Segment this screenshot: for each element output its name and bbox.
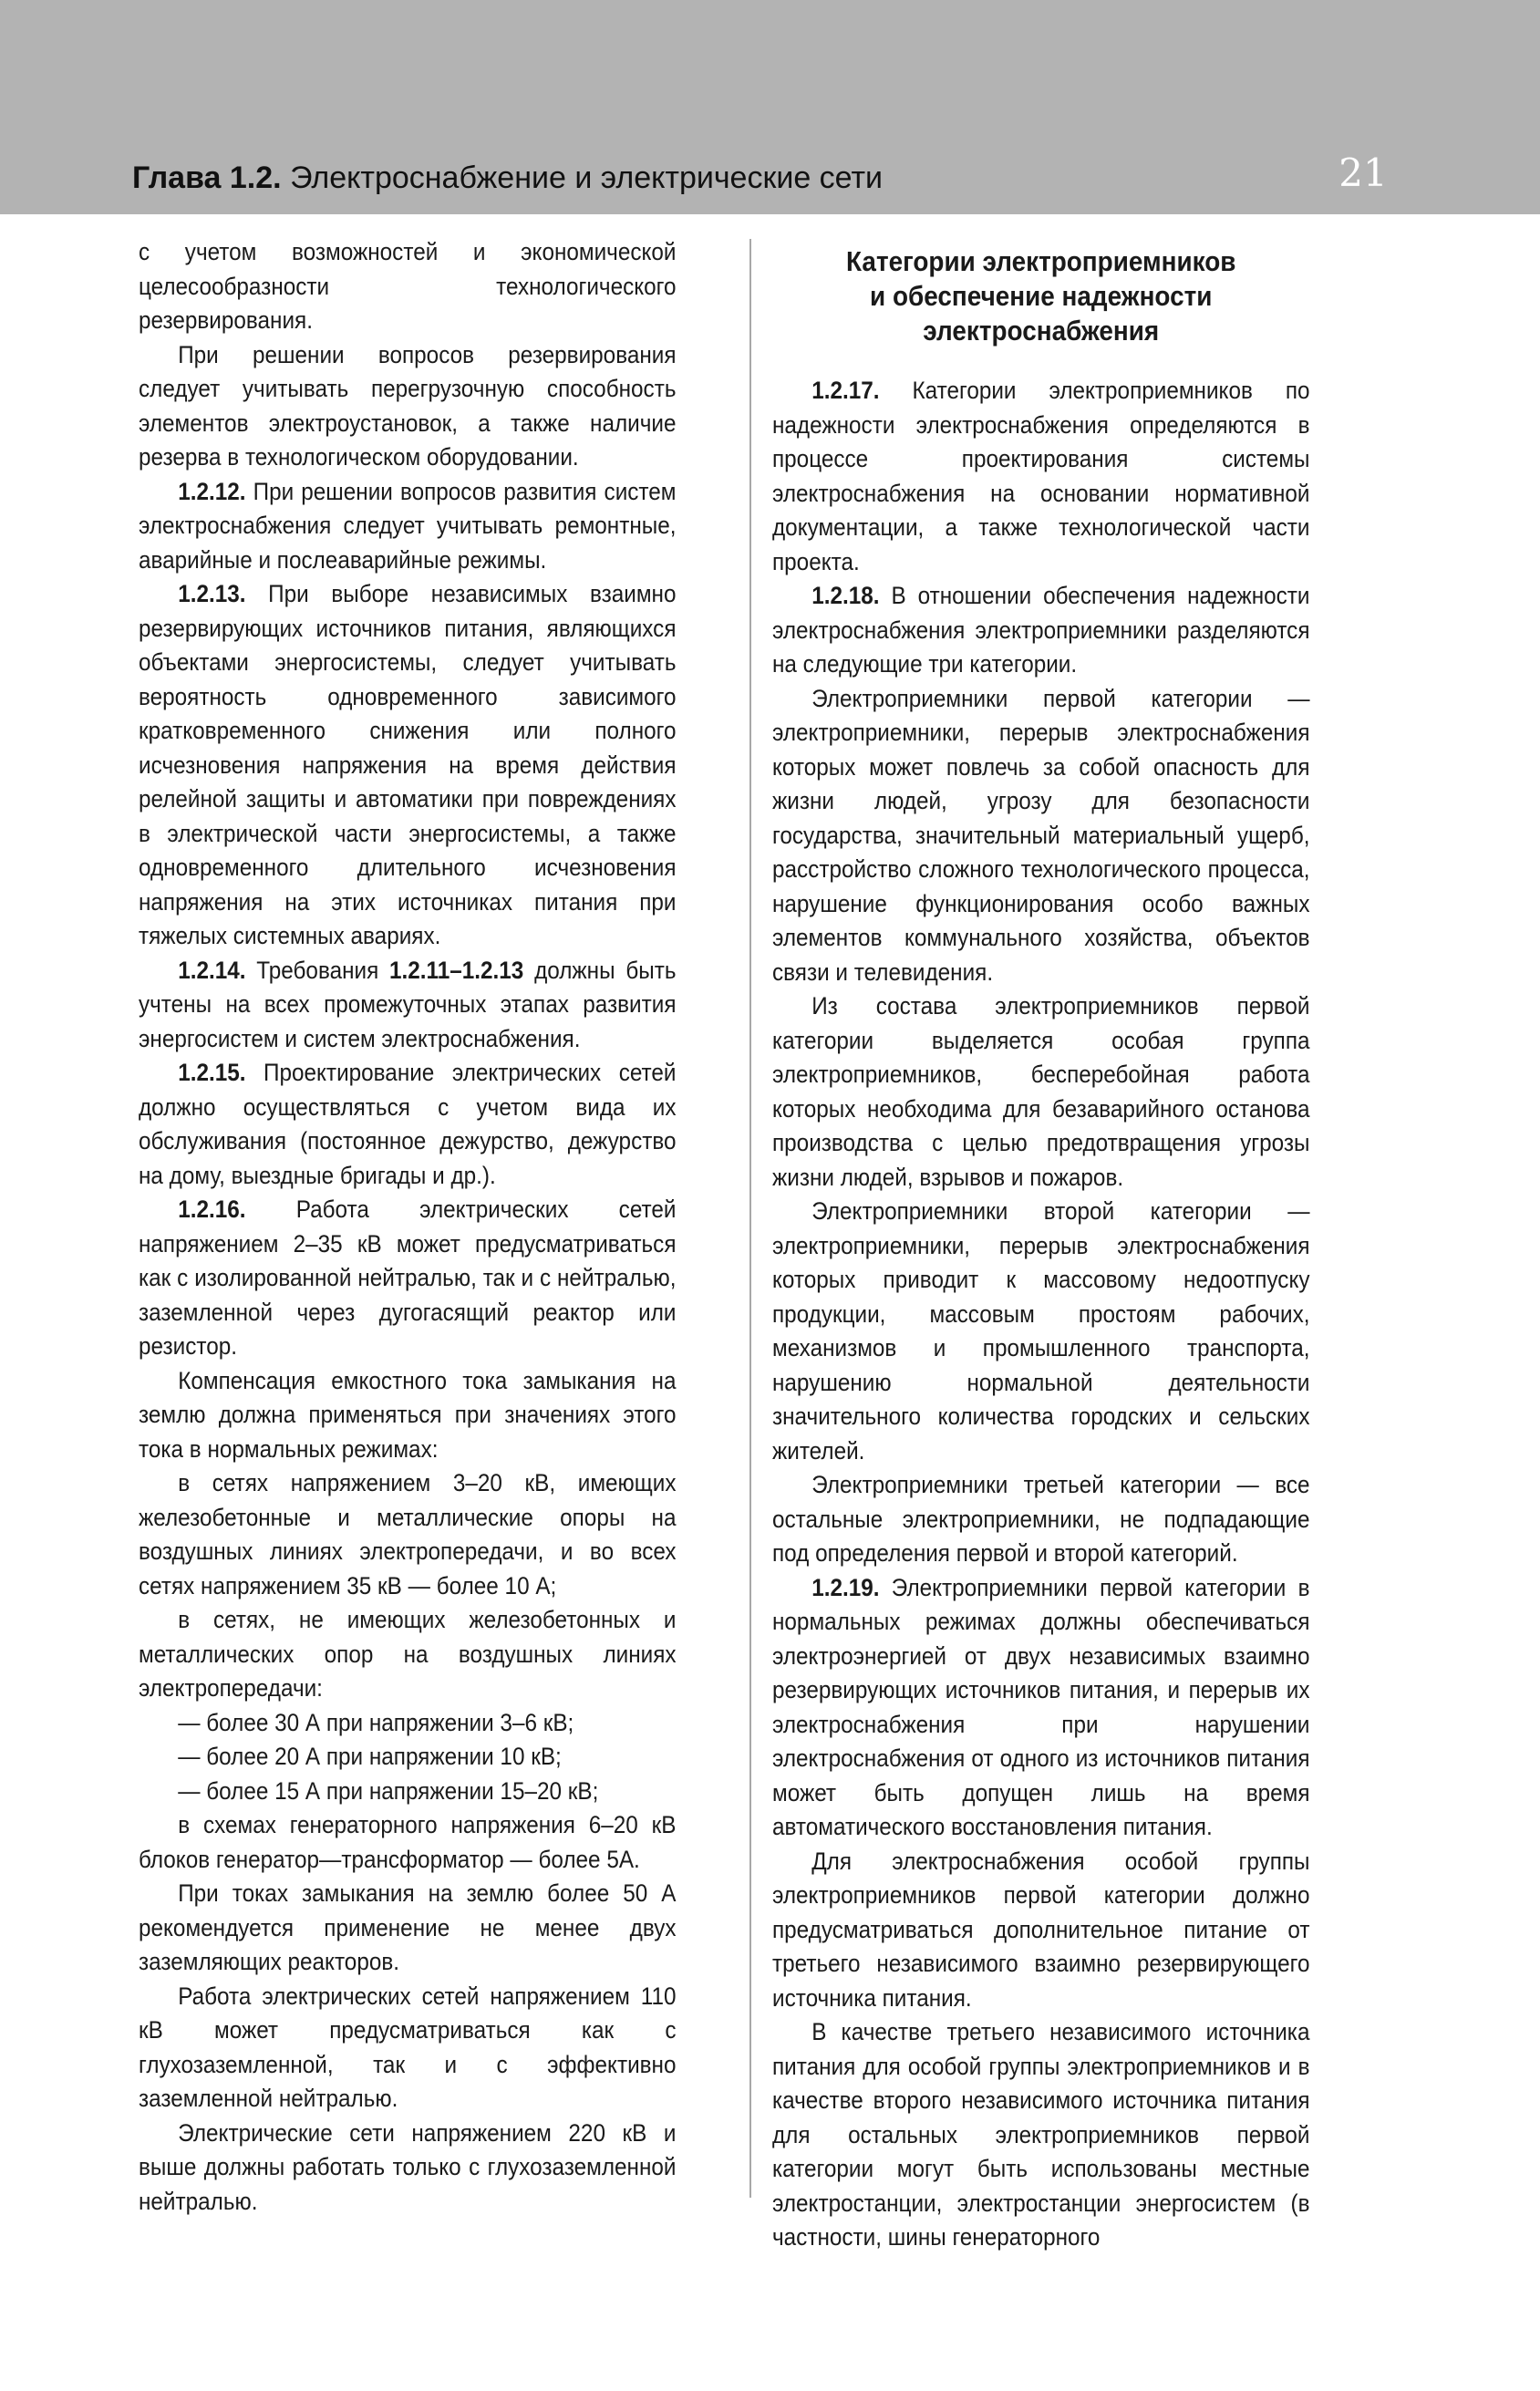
paragraph: Из состава электроприемников первой категории выделяется особая группа электроприемников, бесперебойная работа которых необходима для безаварийного останова производства с целью предотвращения угрозы жизни людей, взрывов и пожаров. bbox=[772, 992, 1310, 1191]
clause-number: 1.2.16. bbox=[178, 1196, 246, 1223]
clause-text: Электроприемники первой категории в нормальных режимах должны обеспечиваться электроэнергией от двух независимых взаимно резервирующих источников питания, и перерыв их электроснабжения при нарушении электроснабжения от одного из источников питания может быть допущен лишь на время автоматического восстановления питания. bbox=[772, 1573, 1310, 1840]
paragraph: При решении вопросов резервирования следует учитывать перегрузочную способность элементов электроустановок, а также наличие резерва в технологическом оборудовании. bbox=[139, 340, 677, 471]
running-header bbox=[0, 0, 1540, 214]
list-item: — более 30 А при напряжении 3–6 кВ; bbox=[178, 1708, 574, 1736]
section-heading-line: Категории электроприемников bbox=[846, 245, 1236, 277]
clause-number: 1.2.17. bbox=[811, 377, 880, 404]
paragraph: в сетях напряжением 3–20 кВ, имеющих железобетонные и металлические опоры на воздушных линиях электропередачи, и во всех сетях напряжением 35 кВ — более 10 А; bbox=[139, 1469, 677, 1599]
paragraph: Для электроснабжения особой группы электроприемников первой категории должно предусматриваться дополнительное питание от третьего независимого взаимно резервирующего источника питания. bbox=[772, 1847, 1310, 2012]
clause-text: Работа электрических сетей напряжением 2–35 кВ может предусматриваться как с изолированной нейтралью, так и с нейтралью, заземленной через дугогасящий реактор или резистор. bbox=[139, 1196, 677, 1360]
clause-1-2-19 bbox=[772, 1571, 1310, 1845]
paragraph: Компенсация емкостного тока замыкания на землю должна применяться при значениях этого тока в нормальных режимах: bbox=[139, 1366, 677, 1463]
paragraph: Электроприемники второй категории — электроприемники, перерыв электроснабжения которых приводит к массовому недоотпуску продукции, массовым простоям рабочих, механизмов и промышленного транспорта, нарушению нормальной деятельности значительного количества городских и сельских жителей. bbox=[772, 1197, 1310, 1465]
clause-1-2-13 bbox=[139, 577, 677, 954]
clause-text: Требования bbox=[245, 956, 390, 984]
clause-reference: 1.2.11–1.2.13 bbox=[389, 956, 524, 984]
chapter-heading bbox=[132, 155, 883, 201]
paragraph: Работа электрических сетей напряжением 110 кВ может предусматриваться как с глухозаземленной, так и с эффективно заземленной нейтралью. bbox=[139, 1982, 677, 2112]
paragraph: При токах замыкания на землю более 50 А рекомендуется применение не менее двух заземляющих реакторов. bbox=[139, 1879, 677, 1975]
clause-text: В отношении обеспечения надежности электроснабжения электроприемники разделяются на следующие три категории. bbox=[772, 582, 1310, 678]
paragraph: в схемах генераторного напряжения 6–20 кВ блоков генератор—трансформатор — более 5А. bbox=[139, 1811, 677, 1873]
paragraph: Электроприемники третьей категории — все остальные электроприемники, не подпадающие под определения первой и второй категорий. bbox=[772, 1471, 1310, 1567]
paragraph: Электрические сети напряжением 220 кВ и выше должны работать только с глухозаземленной нейтралью. bbox=[139, 2118, 677, 2215]
clause-text: Проектирование электрических сетей должно осуществляться с учетом вида их обслуживания (постоянное дежурство, дежурство на дому, выездные бригады и др.). bbox=[139, 1059, 677, 1189]
clause-1-2-16 bbox=[139, 1193, 677, 1364]
clause-text: Категории электроприемников по надежности электроснабжения определяются в процессе проектирования системы электроснабжения на основании нормативной документации, а также технологической части проекта. bbox=[772, 377, 1310, 575]
clause-1-2-18 bbox=[772, 579, 1310, 682]
left-column bbox=[139, 235, 677, 2219]
clause-number: 1.2.13. bbox=[178, 580, 246, 607]
clause-1-2-17 bbox=[772, 374, 1310, 579]
clause-number: 1.2.14. bbox=[178, 956, 246, 984]
clause-number: 1.2.19. bbox=[811, 1573, 880, 1601]
page-number: 21 bbox=[1338, 150, 1388, 195]
clause-1-2-15 bbox=[139, 1056, 677, 1193]
clause-text: При решении вопросов развития систем электроснабжения следует учитывать ремонтные, аварийные и послеаварийные режимы. bbox=[139, 477, 677, 574]
clause-number: 1.2.15. bbox=[178, 1059, 246, 1086]
clause-text: При выборе независимых взаимно резервирующих источников питания, являющихся объектами энергосистемы, следует учитывать вероятность одновременного зависимого кратковременного снижения или полного исчезновения напряжения на время действия релейной защиты и автоматики при повреждениях в электрической части энергосистемы, а также одновременного длительного исчезновения напряжения на этих источниках питания при тяжелых системных авариях. bbox=[139, 580, 677, 949]
clause-1-2-14 bbox=[139, 954, 677, 1057]
chapter-number: Глава 1.2. bbox=[132, 160, 282, 195]
paragraph: в сетях, не имеющих железобетонных и металлических опор на воздушных линиях электропередачи: bbox=[139, 1606, 677, 1702]
clause-1-2-12 bbox=[139, 475, 677, 578]
paragraph: Электроприемники первой категории — электроприемники, перерыв электроснабжения которых может повлечь за собой опасность для жизни людей, угрозу для безопасности государства, значительный материальный ущерб, расстройство сложного технологического процесса, нарушение функционирования особо важных элементов коммунального хозяйства, объектов связи и телевидения. bbox=[772, 684, 1310, 986]
column-divider bbox=[749, 239, 751, 2198]
chapter-title: Электроснабжение и электрические сети bbox=[290, 160, 884, 195]
list-item: — более 20 А при напряжении 10 кВ; bbox=[178, 1743, 562, 1770]
clause-number: 1.2.18. bbox=[811, 582, 880, 609]
section-heading bbox=[772, 244, 1310, 348]
paragraph: с учетом возможностей и экономической целесообразности технологического резервирования. bbox=[139, 238, 677, 334]
list-item: — более 15 А при напряжении 15–20 кВ; bbox=[178, 1776, 599, 1805]
paragraph: В качестве третьего независимого источника питания для особой группы электроприемников и в качестве второго независимого источника питания для остальных электроприемников первой категории могут быть использованы местные электростанции, электростанции энергосистем (в частности, шины генераторного bbox=[772, 2018, 1310, 2251]
right-column bbox=[772, 235, 1310, 2255]
clause-text: должны быть учтены на всех промежуточных этапах развития энергосистем и систем электроснабжения. bbox=[139, 956, 677, 1052]
section-heading-line: электроснабжения bbox=[923, 315, 1160, 347]
section-heading-line: и обеспечение надежности bbox=[870, 280, 1213, 312]
clause-number: 1.2.12. bbox=[178, 477, 246, 505]
